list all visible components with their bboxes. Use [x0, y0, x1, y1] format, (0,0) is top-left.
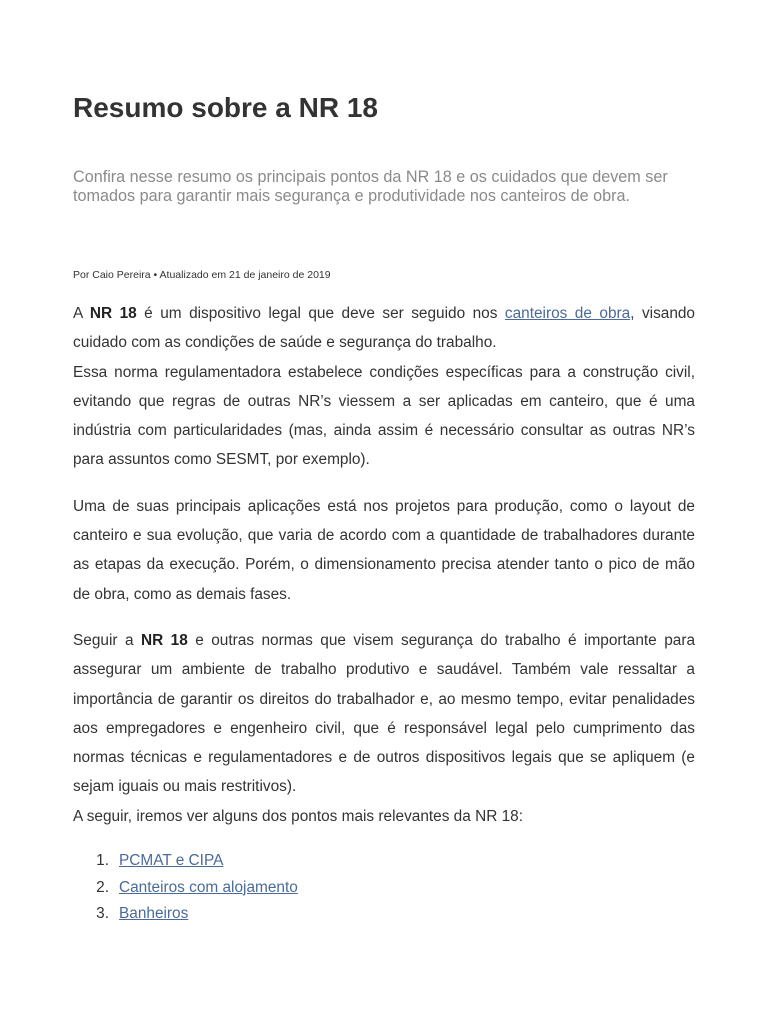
- toc-item: [73, 848, 298, 875]
- toc-link-banheiros[interactable]: Banheiros: [119, 905, 189, 922]
- article-body: [73, 299, 695, 831]
- paragraph-text: Seguir a: [73, 631, 141, 649]
- paragraph-2: Essa norma regulamentadora estabelece condições específicas para a construção civil, evitando que regras de outras NR’s viessem a ser aplicadas em canteiro, que é uma indústria com particularidades (mas, ainda assim é necessário consultar as outras NR’s para assuntos como SESMT, por exemplo).: [73, 363, 695, 469]
- page-title: Resumo sobre a NR 18: [73, 92, 378, 123]
- toc-item: [73, 875, 298, 902]
- toc-number: 3.: [96, 905, 109, 922]
- paragraph-text: A: [73, 305, 90, 322]
- toc-number: 2.: [96, 878, 109, 896]
- paragraph-text: e outras normas que visem segurança do trabalho é importante para assegurar um ambiente de trabalho produtivo e saudável. Também vale ressaltar a importância de garantir os direitos do trabalhador e, ao mesmo tempo, evitar penalidades aos empregadores e engenheiro civil, que é responsável legal pelo cumprimento das normas técnicas e regulamentadores e de outros dispositivos legais que se apliquem (e sejam iguais ou mais restritivos).: [73, 631, 696, 796]
- byline: Por Caio Pereira • Atualizado em 21 de janeiro de 2019: [73, 269, 331, 281]
- toc-number: 1.: [96, 852, 109, 869]
- toc-link-canteiros-alojamento[interactable]: Canteiros com alojamento: [119, 878, 298, 896]
- paragraph-text: é um dispositivo legal que deve ser seguido nos: [136, 305, 505, 322]
- table-of-contents: [73, 848, 298, 928]
- paragraph-1: [73, 299, 695, 358]
- paragraph-3: Uma de suas principais aplicações está nos projetos para produção, como o layout de canteiro e sua evolução, que varia de acordo com a quantidade de trabalhadores durante as etapas da execução. Porém, o dimensionamento precisa atender tanto o pico de mão de obra, como as demais fases.: [73, 497, 695, 603]
- bold-term: NR 18: [89, 305, 137, 322]
- paragraph-text: , visando cuidado com as condições de saúde e segurança do trabalho.: [73, 305, 695, 352]
- article-subtitle: Confira nesse resumo os principais pontos da NR 18 e os cuidados que devem ser tomados para garantir mais segurança e produtividade nos canteiros de obra.: [73, 168, 668, 205]
- toc-item: [73, 901, 298, 928]
- bold-term: NR 18: [140, 631, 188, 649]
- toc-link-pcmat-cipa[interactable]: PCMAT e CIPA: [119, 852, 224, 869]
- link-canteiros-de-obra[interactable]: canteiros de obra: [504, 305, 631, 322]
- paragraph-4: [73, 626, 695, 802]
- paragraph-5: A seguir, iremos ver alguns dos pontos mais relevantes da NR 18:: [73, 807, 523, 825]
